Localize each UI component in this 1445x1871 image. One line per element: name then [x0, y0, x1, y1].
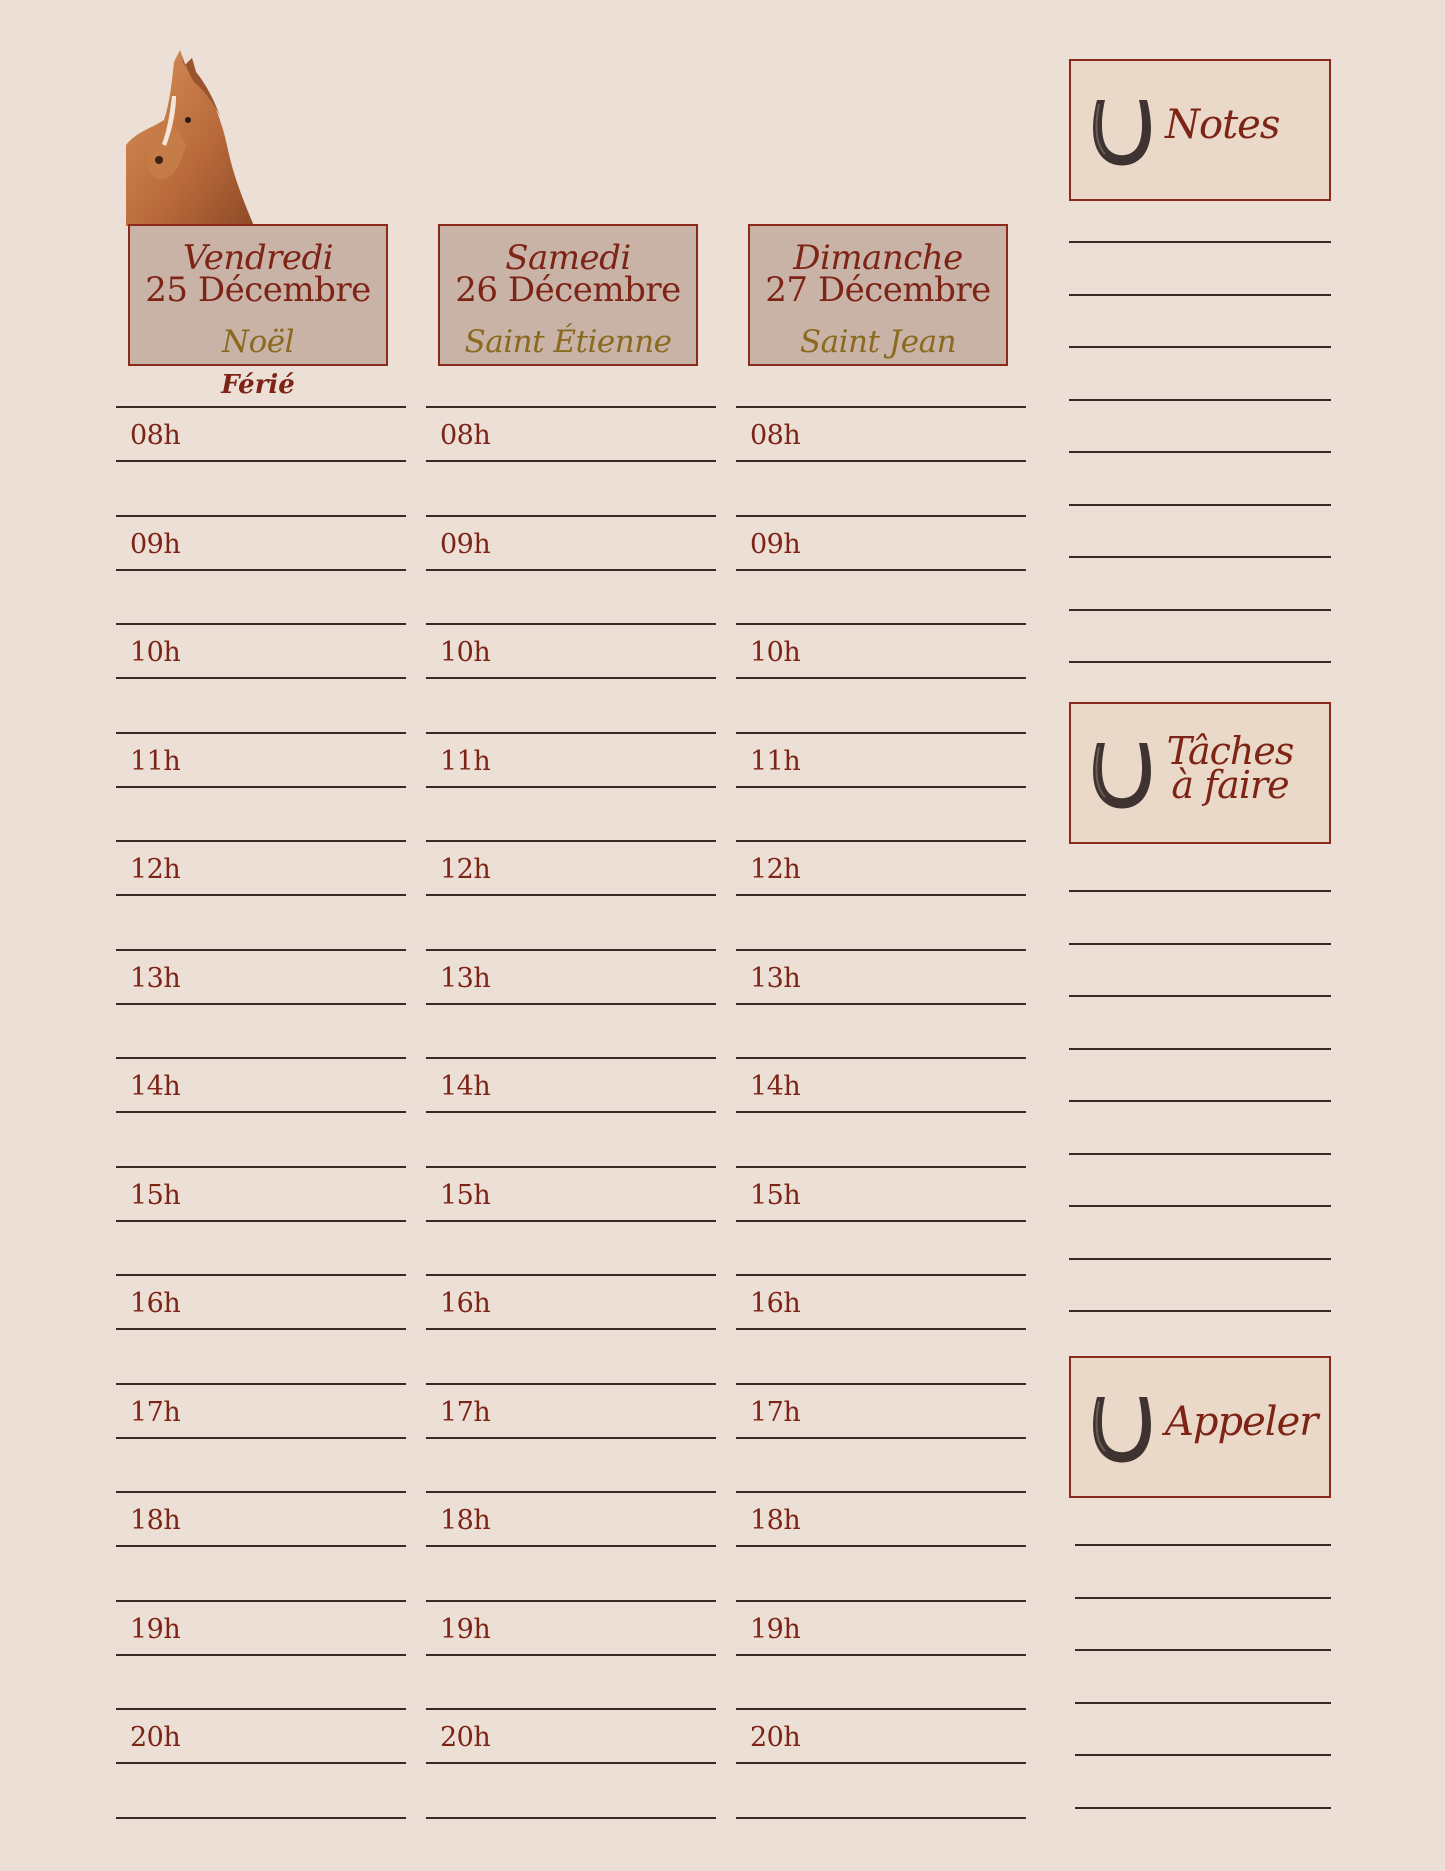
hour-label: 12h [750, 854, 801, 885]
writing-line[interactable] [1069, 451, 1331, 453]
hour-rule[interactable] [116, 1437, 406, 1439]
half-hour-rule[interactable] [116, 840, 406, 842]
half-hour-rule[interactable] [116, 1708, 406, 1710]
hour-label: 13h [750, 962, 801, 994]
hour-label: 20h [130, 1722, 181, 1753]
hour-rule [736, 406, 1026, 408]
horseshoe-icon [1089, 94, 1155, 170]
tasks-title [1165, 729, 1295, 807]
hour-rule[interactable] [426, 1762, 716, 1764]
hour-rule[interactable] [116, 1545, 406, 1547]
hour-label: 14h [130, 1071, 181, 1102]
writing-line[interactable] [1069, 1310, 1331, 1312]
hour-label: 18h [440, 1505, 491, 1536]
hour-rule[interactable] [116, 1003, 406, 1005]
hour-label: 18h [130, 1505, 181, 1536]
notes-box [1069, 59, 1331, 201]
hour-label: 17h [750, 1396, 801, 1428]
writing-line[interactable] [1075, 1597, 1331, 1599]
half-hour-rule[interactable] [426, 1274, 716, 1276]
writing-line[interactable] [1069, 1205, 1331, 1207]
hour-rule[interactable] [736, 786, 1026, 788]
hour-label: 15h [130, 1179, 181, 1211]
day-column-sunday [736, 0, 1026, 1871]
day-date: 25 Décembre [145, 270, 371, 310]
day-date: 27 Décembre [765, 270, 991, 310]
hour-label: 13h [440, 962, 491, 994]
hour-rule[interactable] [426, 1003, 716, 1005]
hour-rule[interactable] [116, 1220, 406, 1222]
day-header [128, 224, 388, 366]
hour-rule[interactable] [736, 569, 1026, 571]
day-date: 26 Décembre [455, 270, 681, 310]
writing-line[interactable] [1075, 1544, 1331, 1546]
hour-label: 09h [750, 528, 801, 560]
half-hour-rule[interactable] [426, 1708, 716, 1710]
writing-line[interactable] [1069, 1153, 1331, 1155]
writing-line[interactable] [1069, 294, 1331, 296]
hour-label: 12h [440, 854, 491, 885]
hour-rule[interactable] [426, 1220, 716, 1222]
hour-label: 19h [130, 1613, 181, 1645]
half-hour-rule[interactable] [116, 1600, 406, 1602]
half-hour-rule[interactable] [736, 1600, 1026, 1602]
hour-label: 14h [750, 1071, 801, 1102]
hour-rule[interactable] [736, 1111, 1026, 1113]
half-hour-rule[interactable] [426, 1166, 716, 1168]
half-hour-rule[interactable] [116, 949, 406, 951]
hour-rule[interactable] [736, 1220, 1026, 1222]
half-hour-rule[interactable] [116, 1274, 406, 1276]
writing-line[interactable] [1075, 1754, 1331, 1756]
day-name: Vendredi [182, 238, 334, 278]
half-hour-rule[interactable] [736, 1057, 1026, 1059]
hour-rule[interactable] [116, 1762, 406, 1764]
writing-line[interactable] [1075, 1702, 1331, 1704]
tasks-title-line2: à faire [1171, 763, 1289, 807]
hour-label: 15h [440, 1179, 491, 1211]
hour-label: 18h [750, 1505, 801, 1536]
hour-rule[interactable] [426, 1654, 716, 1656]
half-hour-rule[interactable] [736, 1491, 1026, 1493]
half-hour-rule[interactable] [426, 1383, 716, 1385]
hour-rule[interactable] [426, 460, 716, 462]
writing-line[interactable] [1069, 995, 1331, 997]
hour-label: 11h [440, 745, 491, 777]
hour-rule[interactable] [736, 1762, 1026, 1764]
hour-rule[interactable] [116, 786, 406, 788]
half-hour-rule[interactable] [736, 949, 1026, 951]
half-hour-rule[interactable] [736, 1274, 1026, 1276]
hour-rule[interactable] [116, 894, 406, 896]
hour-rule[interactable] [736, 1545, 1026, 1547]
hour-label: 16h [440, 1288, 491, 1319]
hour-label: 08h [440, 420, 491, 451]
hour-rule [116, 406, 406, 408]
hour-rule[interactable] [116, 1654, 406, 1656]
call-box [1069, 1356, 1331, 1498]
day-saint: Saint Étienne [464, 324, 672, 360]
hour-rule[interactable] [116, 1111, 406, 1113]
hour-label: 11h [750, 745, 801, 777]
tasks-title-line1: Tâches [1166, 729, 1294, 773]
half-hour-rule[interactable] [736, 840, 1026, 842]
writing-line[interactable] [1075, 1807, 1331, 1809]
hour-label: 09h [440, 528, 491, 560]
writing-line[interactable] [1069, 504, 1331, 506]
hour-label: 20h [750, 1722, 801, 1753]
hour-label: 12h [130, 854, 181, 885]
half-hour-rule[interactable] [426, 1491, 716, 1493]
hour-rule[interactable] [736, 1654, 1026, 1656]
call-title: Appeler [1165, 1399, 1318, 1445]
hour-label: 15h [750, 1179, 801, 1211]
hour-rule[interactable] [736, 1003, 1026, 1005]
hour-label: 10h [440, 637, 491, 668]
tasks-box [1069, 702, 1331, 844]
hour-rule[interactable] [426, 677, 716, 679]
hour-label: 19h [440, 1613, 491, 1645]
hour-label: 09h [130, 528, 181, 560]
hour-rule[interactable] [736, 677, 1026, 679]
day-name: Samedi [505, 238, 631, 278]
hour-rule[interactable] [426, 894, 716, 896]
hour-label: 16h [750, 1288, 801, 1319]
writing-line[interactable] [1069, 1100, 1331, 1102]
hour-rule[interactable] [116, 460, 406, 462]
hour-label: 19h [750, 1613, 801, 1645]
writing-line[interactable] [1075, 1649, 1331, 1651]
half-hour-rule[interactable] [426, 732, 716, 734]
half-hour-rule[interactable] [116, 1383, 406, 1385]
writing-line[interactable] [1069, 346, 1331, 348]
hour-label: 08h [750, 420, 801, 451]
half-hour-rule[interactable] [736, 623, 1026, 625]
hour-rule[interactable] [426, 569, 716, 571]
writing-line[interactable] [1069, 943, 1331, 945]
half-hour-rule[interactable] [116, 732, 406, 734]
writing-line[interactable] [1069, 609, 1331, 611]
half-hour-rule[interactable] [116, 1057, 406, 1059]
hour-label: 17h [440, 1396, 491, 1428]
half-hour-rule[interactable] [736, 1383, 1026, 1385]
writing-line[interactable] [1069, 1258, 1331, 1260]
writing-line[interactable] [1069, 399, 1331, 401]
holiday-tag: Férié [221, 370, 295, 400]
hour-rule[interactable] [116, 569, 406, 571]
half-hour-rule[interactable] [426, 515, 716, 517]
hour-rule[interactable] [426, 786, 716, 788]
day-header [748, 224, 1008, 366]
hour-rule[interactable] [736, 1328, 1026, 1330]
writing-line[interactable] [1069, 241, 1331, 243]
half-hour-rule[interactable] [736, 515, 1026, 517]
half-hour-rule[interactable] [116, 515, 406, 517]
hour-label: 11h [130, 745, 181, 777]
hour-label: 17h [130, 1396, 181, 1428]
writing-line[interactable] [1069, 1048, 1331, 1050]
half-hour-rule[interactable] [116, 1166, 406, 1168]
horseshoe-icon [1089, 737, 1155, 813]
half-hour-rule[interactable] [736, 1708, 1026, 1710]
half-hour-rule[interactable] [426, 1057, 716, 1059]
notes-title: Notes [1165, 102, 1280, 148]
day-header [438, 224, 698, 366]
hour-rule[interactable] [426, 1437, 716, 1439]
hour-rule[interactable] [736, 1437, 1026, 1439]
hour-rule[interactable] [426, 1545, 716, 1547]
half-hour-rule[interactable] [426, 1600, 716, 1602]
hour-label: 16h [130, 1288, 181, 1319]
hour-rule[interactable] [116, 677, 406, 679]
writing-line[interactable] [1069, 890, 1331, 892]
hour-rule[interactable] [736, 460, 1026, 462]
hour-label: 13h [130, 962, 181, 994]
hour-label: 20h [440, 1722, 491, 1753]
hour-rule[interactable] [116, 1328, 406, 1330]
hour-label: 10h [750, 637, 801, 668]
day-name: Dimanche [793, 238, 963, 278]
horseshoe-icon [1089, 1391, 1155, 1467]
writing-line[interactable] [1069, 556, 1331, 558]
hour-rule [426, 406, 716, 408]
hour-rule[interactable] [736, 894, 1026, 896]
day-column-friday [116, 0, 406, 1871]
day-saint: Noël [221, 324, 295, 360]
half-hour-rule[interactable] [736, 732, 1026, 734]
day-column-saturday [426, 0, 716, 1871]
half-hour-rule[interactable] [426, 623, 716, 625]
hour-label: 08h [130, 420, 181, 451]
hour-rule[interactable] [426, 1111, 716, 1113]
half-hour-rule[interactable] [426, 949, 716, 951]
half-hour-rule[interactable] [736, 1817, 1026, 1819]
half-hour-rule[interactable] [116, 623, 406, 625]
hour-label: 14h [440, 1071, 491, 1102]
writing-line[interactable] [1069, 661, 1331, 663]
half-hour-rule[interactable] [116, 1817, 406, 1819]
hour-label: 10h [130, 637, 181, 668]
half-hour-rule[interactable] [426, 1817, 716, 1819]
day-saint: Saint Jean [799, 324, 957, 360]
hour-rule[interactable] [426, 1328, 716, 1330]
half-hour-rule[interactable] [426, 840, 716, 842]
half-hour-rule[interactable] [116, 1491, 406, 1493]
half-hour-rule[interactable] [736, 1166, 1026, 1168]
